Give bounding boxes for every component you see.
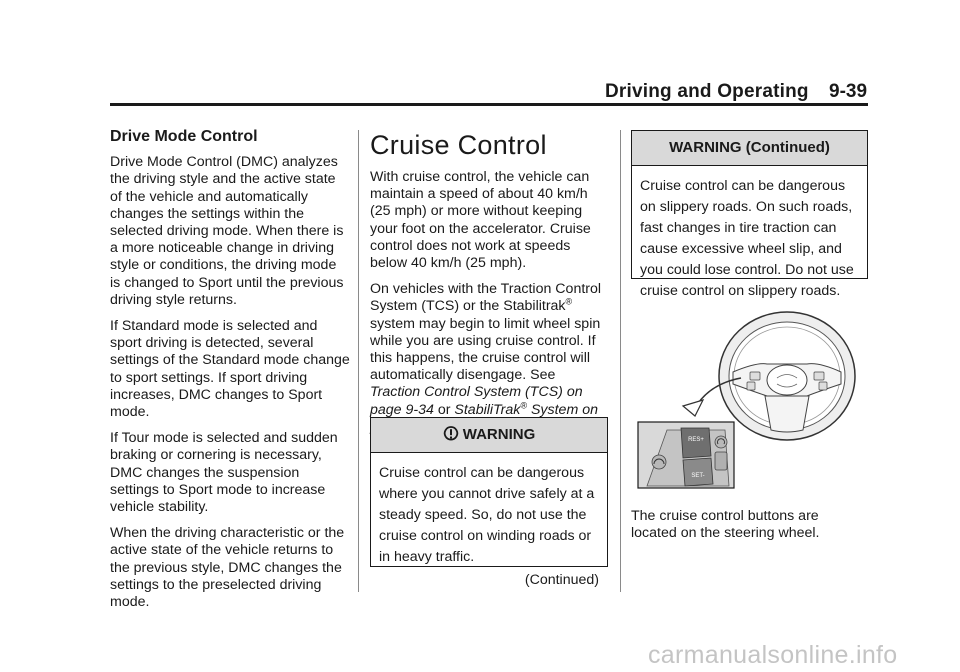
paragraph: When the driving characteristic or the active state of the vehicle returns to the previous style, DMC changes the settings to the preselected driving mode. <box>110 525 345 611</box>
paragraph: Drive Mode Control (DMC) analyzes the driving style and the active state of the vehicle and automatically changes the settings within the selected driving mode. When there is a more noticeable change in driving style or conditions, the driving mode is changed to Sport until the previous driving style returns. <box>110 154 344 308</box>
paragraph: If Tour mode is selected and sudden braking or cornering is necessary, DMC changes the suspension settings to Sport mode to increase vehicle stability. <box>110 430 338 516</box>
registered-mark: ® <box>565 296 573 307</box>
section-heading: Drive Mode Control <box>110 128 258 145</box>
running-header-title: Driving and Operating <box>605 81 809 102</box>
warning-title: WARNING (Continued) <box>669 139 830 156</box>
continued-label: (Continued) <box>524 572 599 588</box>
warning-text: Cruise control can be dangerous on slippery roads. On such roads, fast changes in tire traction can cause excessive wheel slip, and you could lose control. Do not use cruise control on slippery roads. <box>640 178 854 299</box>
illustration-caption: The cruise control buttons are located on the steering wheel. <box>631 508 820 542</box>
res-button-label: RES+ <box>688 437 704 443</box>
page-heading: Cruise Control <box>370 130 547 160</box>
warning-body <box>371 453 607 599</box>
column-divider-1 <box>358 130 359 592</box>
set-button-label: SET- <box>691 473 705 479</box>
warning-text: Cruise control can be dangerous where you cannot drive safely at a steady speed. So, do not use the cruise control on winding roads or in heavy traffic. <box>379 465 595 565</box>
text-run: or <box>433 401 455 418</box>
drive-mode-section <box>110 128 350 620</box>
text-run: On vehicles with the Traction Control System (TCS) or the Stabilitrak <box>370 281 602 315</box>
cross-reference-link[interactable]: Traction Control System (TCS) on page 9-34 <box>370 384 583 418</box>
warning-header <box>632 131 867 166</box>
warning-header <box>371 418 607 453</box>
page-number: 9-39 <box>829 81 868 102</box>
warning-continued-box <box>631 130 868 299</box>
cruise-buttons-inset <box>638 422 734 488</box>
text-run: StabiliTrak <box>454 401 521 418</box>
paragraph: With cruise control, the vehicle can maintain a speed of about 40 km/h (25 mph) or more without keeping your foot on the accelerator. Cruise control does not work at speeds below 40 km/h (25 mph). <box>370 169 591 272</box>
text-run: system may begin to limit wheel spin while you are using cruise control. If this happens, the cruise control will automatically disengage. See <box>370 315 601 384</box>
warning-title: WARNING <box>462 426 536 443</box>
steering-wheel-illustration <box>637 300 867 495</box>
warning-body <box>632 166 867 310</box>
registered-mark: ® <box>520 399 528 410</box>
header-rule <box>110 103 868 106</box>
paragraph: If Standard mode is selected and sport driving is detected, several settings of the Standard mode change to sport settings. If sport driving increases, DMC changes to Sport mode. <box>110 318 350 421</box>
paragraph <box>370 281 608 436</box>
warning-icon <box>443 426 459 441</box>
steering-wheel <box>719 312 855 440</box>
column-divider-2 <box>620 130 621 592</box>
warning-box <box>370 417 608 588</box>
text-run: System on <box>530 401 598 418</box>
watermark: carmanualsonline.info <box>648 641 898 669</box>
cruise-control-section <box>370 130 608 445</box>
